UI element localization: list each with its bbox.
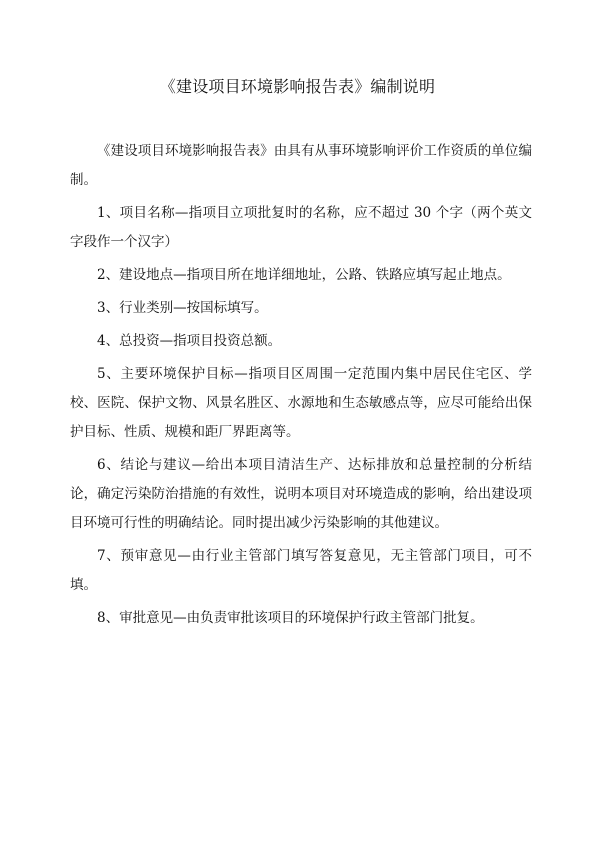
- item-approval-opinion: 8、审批意见—由负责审批该项目的环境保护行政主管部门批复。: [97, 610, 484, 626]
- item-preliminary-review: 7、预审意见—由行业主管部门填写答复意见，无主管部门项目，可不填。: [70, 548, 532, 593]
- document-body: [70, 137, 532, 637]
- item-protection-targets: 5、主要环境保护目标—指项目区周围一定范围内集中居民住宅区、学校、医院、保护文物、风景名胜区、水源地和生态敏感点等，应尽可能给出保护目标、性质、规模和距厂界距离等。: [70, 366, 532, 440]
- item-construction-site: 2、建设地点—指项目所在地详细地址，公路、铁路应填写起止地点。: [97, 267, 511, 283]
- item-conclusions: 6、结论与建议—给出本项目清洁生产、达标排放和总量控制的分析结论，确定污染防治措施的有效性，说明本项目对环境造成的影响，给出建设项目环境可行性的明确结论。同时提出减少污染影响的其他建议。: [70, 457, 532, 531]
- item-project-name: 1、项目名称—指项目立项批复时的名称，应不超过 30 个字（两个英文字段作一个汉字）: [70, 205, 532, 250]
- intro-paragraph: 《建设项目环境影响报告表》由具有从事环境影响评价工作资质的单位编制。: [70, 143, 532, 188]
- item-total-investment: 4、总投资—指项目投资总额。: [97, 333, 282, 349]
- document-title: 《建设项目环境影响报告表》编制说明: [159, 77, 436, 96]
- item-industry-category: 3、行业类别—按国标填写。: [97, 300, 268, 316]
